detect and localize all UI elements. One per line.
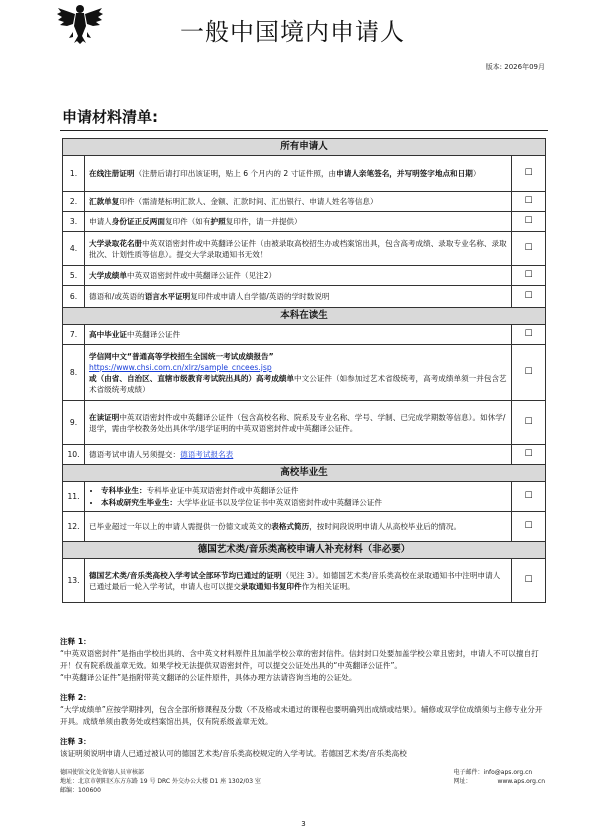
- footer-org: 德国使馆文化处留德人员审核部: [60, 769, 145, 776]
- table-row: [63, 401, 546, 445]
- website-link[interactable]: www.aps.org.cn: [497, 778, 545, 785]
- checkbox-icon[interactable]: ☐: [512, 232, 546, 266]
- checkbox-icon[interactable]: ☐: [512, 286, 546, 308]
- row-content: 大学成绩单中英双语密封件或中英翻译公证件（见注2）: [85, 266, 512, 286]
- section-header-art-music: 德国艺术类/音乐类高校申请人补充材料（非必要）: [63, 542, 546, 559]
- checkbox-icon[interactable]: ☐: [512, 401, 546, 445]
- row-content: 在读证明中英双语密封件或中英翻译公证件（包含高校名称、院系及专业名称、学号、学制、已完成学期数等信息）。如休学/退学，需由学校教务处出具休学/退学证明的中英双语密封件或中英翻译公证件。: [85, 401, 512, 445]
- checkbox-icon[interactable]: ☐: [512, 266, 546, 286]
- note-3-paragraph: 该证明须说明申请人已通过被认可的德国艺术类/音乐类高校规定的入学考试。若德国艺术类/音乐类高校: [60, 749, 407, 758]
- row-number: 12.: [63, 512, 85, 542]
- row-content: 德语考试申请人另须提交：德语考试报名表: [85, 445, 512, 465]
- note-2-paragraph: “大学成绩单”应按学期排列，包含全部所修课程及分数（不及格或未通过的课程也要明确列出成绩或结果）。辅修或双学位成绩须与主修专业分开开具。成绩单须由教务处或档案馆出具，仅有院系级盖章无效。: [60, 705, 543, 726]
- note-3-heading: 注释 3：: [60, 737, 91, 746]
- note-1-heading: 注释 1：: [60, 637, 91, 646]
- german-exam-form-link[interactable]: 德语考试报名表: [180, 450, 234, 459]
- checkbox-icon[interactable]: ☐: [512, 212, 546, 232]
- row-number: 5.: [63, 266, 85, 286]
- row-content: 德语和/或英语的语言水平证明复印件或申请人自学德/英语的学时数说明: [85, 286, 512, 308]
- table-row: [63, 345, 546, 401]
- table-row: [63, 445, 546, 465]
- row-number: 4.: [63, 232, 85, 266]
- section-header-all-applicants: 所有申请人: [63, 139, 546, 156]
- row-content: [85, 482, 512, 512]
- title-divider: [60, 130, 548, 131]
- checkbox-icon[interactable]: ☐: [512, 156, 546, 192]
- list-item: • 本科或研究生毕业生：大学毕业证书以及学位证书中英双语密封件或中英翻译公证件: [101, 497, 507, 508]
- row-number: 3.: [63, 212, 85, 232]
- page-number: 3: [301, 820, 306, 828]
- notes-section: [60, 632, 546, 760]
- row-content: 德国艺术类/音乐类高校入学考试全部环节均已通过的证明（见注 3）。如德国艺术类/音乐类高校在录取通知书中注明申请人已通过最后一轮入学考试，申请人也可以提交录取通知书复印件作为相关证明。: [85, 559, 512, 603]
- footer-contact: [60, 768, 261, 795]
- note-1-paragraph: “中英翻译公证件”是指附带英文翻译的公证件原件，具体办理方法请咨询当地的公证处。: [60, 673, 357, 682]
- eagle-emblem-icon: [55, 2, 105, 44]
- footer-links: [454, 768, 545, 786]
- table-row: [63, 232, 546, 266]
- footer-postcode: 邮编：100600: [60, 787, 101, 794]
- row-number: 9.: [63, 401, 85, 445]
- section-header-graduates: 高校毕业生: [63, 465, 546, 482]
- checkbox-icon[interactable]: ☐: [512, 192, 546, 212]
- checkbox-icon[interactable]: ☐: [512, 559, 546, 603]
- email-link[interactable]: info@aps.org.cn: [483, 769, 533, 776]
- chsi-sample-link[interactable]: https://www.chsi.com.cn/xlrz/sample_cncees.jsp: [89, 362, 272, 372]
- row-content: 已毕业超过一年以上的申请人需提供一份德文或英文的表格式简历，按时间段说明申请人从高校毕业后的情况。: [85, 512, 512, 542]
- checkbox-icon[interactable]: ☐: [512, 325, 546, 345]
- table-row: [63, 325, 546, 345]
- checkbox-icon[interactable]: ☐: [512, 445, 546, 465]
- version-label: 版本: 2026年09月: [485, 63, 545, 71]
- row-content: 申请人身份证正反两面复印件（如有护照复印件，请一并提供）: [85, 212, 512, 232]
- table-row: [63, 286, 546, 308]
- table-row: [63, 482, 546, 512]
- email-label: 电子邮件：: [453, 769, 484, 776]
- row-number: 2.: [63, 192, 85, 212]
- table-row: [63, 266, 546, 286]
- section-title: 申请材料清单:: [62, 108, 158, 126]
- row-content: 汇款单复印件（需清楚标明汇款人、金额、汇款时间、汇出银行、申请人姓名等信息）: [85, 192, 512, 212]
- note-2-heading: 注释 2：: [60, 693, 91, 702]
- row-content: 高中毕业证中英翻译公证件: [85, 325, 512, 345]
- note-1-paragraph: “中英双语密封件”是指由学校出具的、含中英文材料原件且加盖学校公章的密封信件。信封封口处要加盖学校公章且密封，申请人不可以擅自打开！仅有院系级盖章无效。如果学校无法提供双语密封件，可以提交公证处出具的“中英翻译公证件”。: [60, 649, 539, 670]
- row-content: 大学录取花名册中英双语密封件或中英翻译公证件（由被录取高校招生办或档案馆出具，包含高考成绩、录取专业名称、录取批次、计划性质等信息）。提交大学录取通知书无效！: [85, 232, 512, 266]
- row-number: 8.: [63, 345, 85, 401]
- table-row: [63, 512, 546, 542]
- row-number: 13.: [63, 559, 85, 603]
- row-number: 10.: [63, 445, 85, 465]
- row-number: 6.: [63, 286, 85, 308]
- row-number: 1.: [63, 156, 85, 192]
- row-number: 11.: [63, 482, 85, 512]
- footer-address: 地址：北京市朝阳区东方东路 19 号 DRC 外交办公大楼 D1 座 1302/03 室: [60, 778, 261, 785]
- section-header-undergraduates: 本科在读生: [63, 308, 546, 325]
- table-row: [63, 156, 546, 192]
- table-row: [63, 192, 546, 212]
- table-row: [63, 212, 546, 232]
- row-number: 7.: [63, 325, 85, 345]
- row-content: 在线注册证明（注册后请打印出该证明，贴上 6 个月内的 2 寸证件照，由申请人亲笔签名，并写明签字地点和日期）: [85, 156, 512, 192]
- checkbox-icon[interactable]: ☐: [512, 345, 546, 401]
- list-item: • 专科毕业生：专科毕业证中英双语密封件或中英翻译公证件: [101, 485, 507, 496]
- table-row: [63, 559, 546, 603]
- materials-checklist-table: [62, 138, 546, 603]
- web-label: 网址：: [453, 778, 472, 785]
- document-title: 一般中国境内申请人: [180, 18, 405, 46]
- row-content: 学信网中文“普通高等学校招生全国统一考试成绩报告” https://www.chsi.com.cn/xlrz/sample_cncees.jsp 或（由省、自治区、直辖市级教育考试院出具的）高考成绩单中文公证件（如参加过艺术省级统考，高考成绩单须一并包含艺术省级统考成绩）: [85, 345, 512, 401]
- checkbox-icon[interactable]: ☐: [512, 482, 546, 512]
- checkbox-icon[interactable]: ☐: [512, 512, 546, 542]
